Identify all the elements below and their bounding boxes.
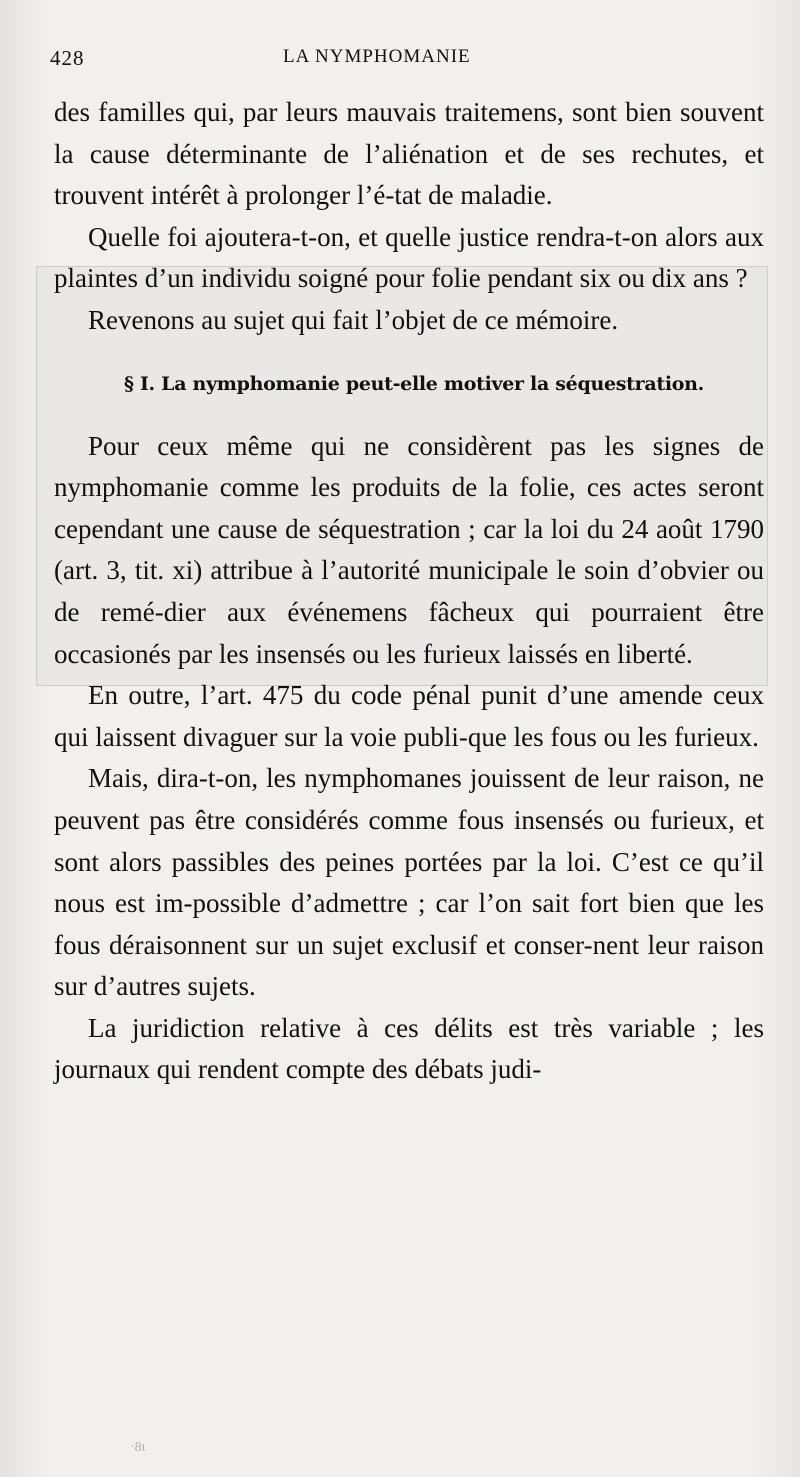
body-text: [54, 92, 764, 1091]
paragraph: La juridiction relative à ces délits est très variable ; les journaux qui rendent compte des débats judi-: [54, 1012, 764, 1085]
paragraph: En outre, l’art. 475 du code pénal punit d’une amende ceux qui laissent divaguer sur la voie publi-que les fous ou les furieux.: [54, 680, 764, 752]
paragraph-continuation: des familles qui, par leurs mauvais traitemens, sont bien souvent la cause déterminante de l’aliénation et de ses rechutes, et trouvent intérêt à prolonger l’é-tat de maladie.: [54, 97, 764, 211]
paragraph: Quelle foi ajoutera-t-on, et quelle justice rendra-t-on alors aux plaintes d’un individu soigné pour folie pendant six ou dix ans ?: [54, 221, 764, 294]
paragraph: Pour ceux même qui ne considèrent pas les signes de nymphomanie comme les produits de la folie, ces actes seront cependant une cause de séquestration ; car la loi du 24 août 1790 (art. 3, tit. xi) attribue à l’autorité municipale le soin d’obvier ou de remé-dier aux événemens fâcheux qui pourraient être occasionés par les insensés ou les furieux laissés en liberté.: [54, 430, 764, 669]
section-heading: § I. La nymphomanie peut-elle motiver la séquestration.: [124, 372, 704, 395]
paragraph: Mais, dira-t-on, les nymphomanes jouissent de leur raison, ne peuvent pas être considérés comme fous insensés ou furieux, et sont alors passibles des peines portées par la loi. C’est ce qu’il nous est im-possible d’admettre ; car l’on sait fort bien que les fous déraisonnent sur un sujet exclusif et conser-nent leur raison sur d’autres sujets.: [54, 763, 764, 1002]
running-title: LA NYMPHOMANIE: [283, 46, 471, 67]
paragraph: Revenons au sujet qui fait l’objet de ce mémoire.: [88, 304, 619, 335]
folio-mark: ·8ɩ: [130, 1440, 146, 1455]
page-header: [0, 46, 800, 76]
page-number: 428: [50, 46, 85, 70]
